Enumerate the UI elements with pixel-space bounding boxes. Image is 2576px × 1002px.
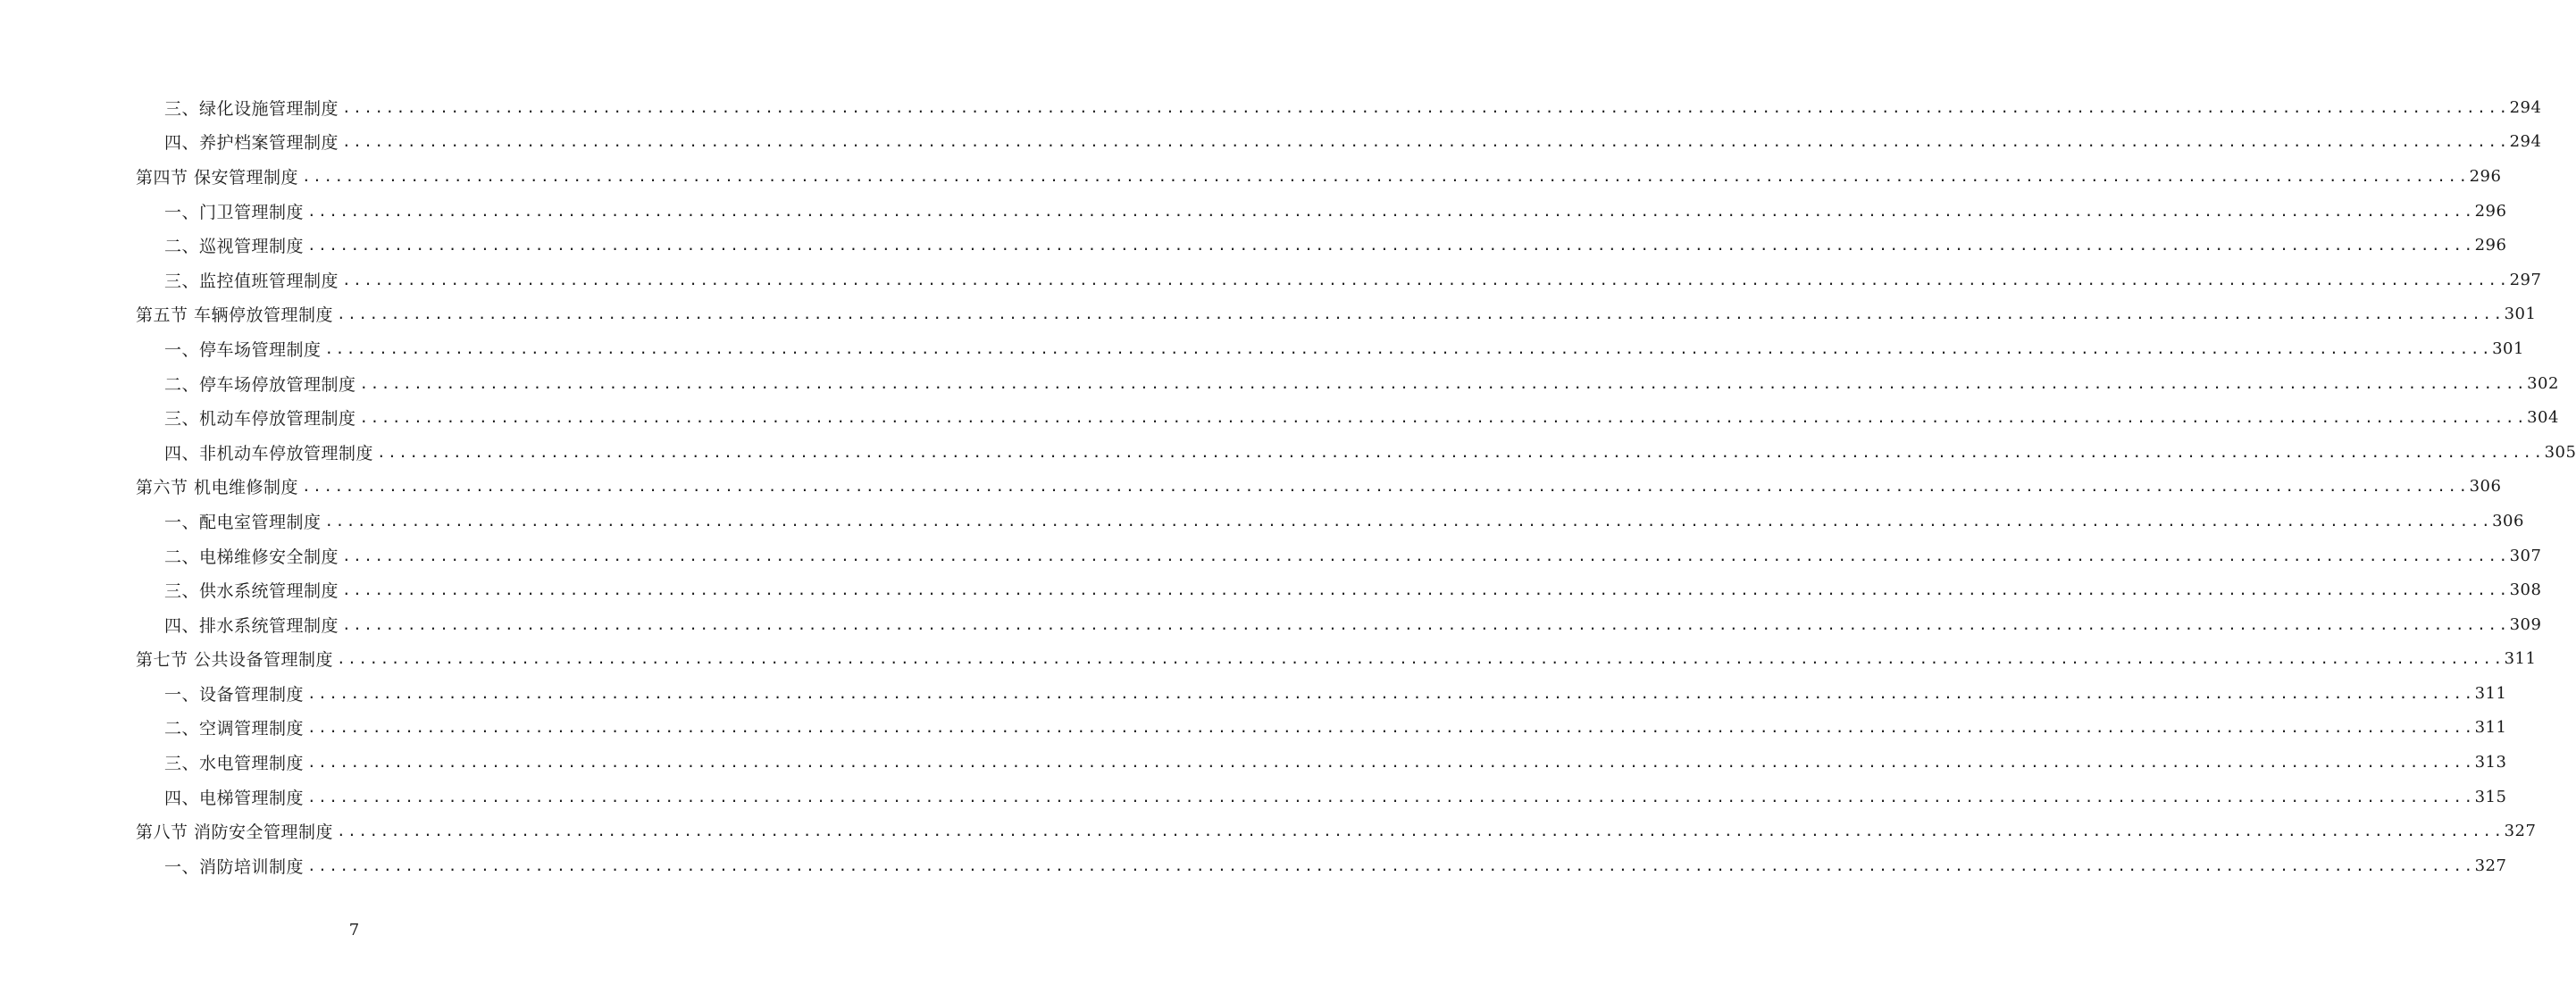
toc-entry-page: 308 — [2509, 580, 2542, 600]
toc-entry-page: 294 — [2509, 132, 2542, 152]
toc-entry-page: 305 — [2544, 442, 2576, 462]
toc-entry-page: 306 — [2492, 511, 2524, 530]
toc-entry-page: 296 — [2474, 236, 2507, 255]
toc-subsection-entry[interactable] — [0, 676, 2507, 711]
toc-subsection-entry[interactable] — [0, 539, 2542, 573]
toc-entry-title: 二、停车场停放管理制度 — [164, 374, 356, 395]
toc-dot-leader: ........................................................................................................................................................................................................ — [307, 719, 2475, 737]
toc-section-entry[interactable] — [0, 642, 2537, 677]
toc-subsection-entry[interactable] — [0, 400, 2559, 435]
toc-entry-title: 三、监控值班管理制度 — [164, 271, 339, 291]
toc-dot-leader: ........................................................................................................................................................................................................ — [342, 547, 2510, 564]
toc-dot-leader: ........................................................................................................................................................................................................ — [359, 374, 2528, 392]
toc-entry-page: 311 — [2474, 718, 2507, 738]
toc-entry-title: 三、水电管理制度 — [164, 754, 305, 774]
toc-entry-page: 315 — [2474, 787, 2507, 806]
toc-subsection-entry[interactable] — [0, 435, 2576, 470]
toc-entry-title: 第八节 消防安全管理制度 — [136, 822, 334, 843]
toc-dot-leader: ........................................................................................................................................................................................................ — [302, 478, 2470, 496]
toc-dot-leader: ........................................................................................................................................................................................................ — [337, 650, 2505, 668]
toc-dot-leader: ........................................................................................................................................................................................................ — [377, 443, 2545, 461]
toc-entry-title: 三、供水系统管理制度 — [164, 581, 339, 602]
toc-entry-page: 304 — [2527, 408, 2559, 428]
table-of-contents — [0, 90, 2576, 883]
toc-subsection-entry[interactable] — [0, 607, 2542, 642]
toc-subsection-entry[interactable] — [0, 572, 2542, 607]
toc-entry-page: 301 — [2504, 305, 2537, 324]
toc-entry-page: 296 — [2469, 166, 2502, 186]
toc-entry-page: 327 — [2474, 856, 2507, 875]
toc-dot-leader: ........................................................................................................................................................................................................ — [337, 305, 2505, 323]
toc-section-entry[interactable] — [0, 814, 2537, 848]
toc-entry-page: 302 — [2527, 373, 2559, 393]
toc-entry-title: 三、绿化设施管理制度 — [164, 98, 339, 119]
toc-entry-title: 一、消防培训制度 — [164, 856, 305, 877]
toc-dot-leader: ........................................................................................................................................................................................................ — [342, 271, 2510, 288]
toc-section-entry[interactable] — [0, 297, 2537, 332]
toc-entry-title: 第七节 公共设备管理制度 — [136, 650, 334, 671]
toc-entry-title: 二、巡视管理制度 — [164, 237, 305, 257]
toc-dot-leader: ........................................................................................................................................................................................................ — [307, 754, 2475, 772]
toc-entry-title: 四、电梯管理制度 — [164, 788, 305, 808]
toc-dot-leader: ........................................................................................................................................................................................................ — [324, 339, 2493, 357]
toc-entry-title: 第六节 机电维修制度 — [136, 478, 299, 498]
toc-entry-title: 三、机动车停放管理制度 — [164, 409, 356, 430]
toc-entry-page: 327 — [2504, 822, 2537, 841]
toc-dot-leader: ........................................................................................................................................................................................................ — [307, 856, 2475, 874]
toc-dot-leader: ........................................................................................................................................................................................................ — [324, 512, 2493, 530]
toc-dot-leader: ........................................................................................................................................................................................................ — [307, 237, 2475, 255]
toc-subsection-entry[interactable] — [0, 331, 2524, 366]
toc-dot-leader: ........................................................................................................................................................................................................ — [307, 788, 2475, 806]
toc-entry-title: 第五节 车辆停放管理制度 — [136, 305, 334, 326]
toc-subsection-entry[interactable] — [0, 780, 2507, 814]
toc-entry-page: 294 — [2509, 97, 2542, 117]
toc-subsection-entry[interactable] — [0, 848, 2507, 883]
toc-dot-leader: ........................................................................................................................................................................................................ — [337, 822, 2505, 840]
toc-entry-page: 313 — [2474, 753, 2507, 772]
toc-subsection-entry[interactable] — [0, 366, 2559, 401]
toc-entry-page: 309 — [2509, 614, 2542, 634]
toc-subsection-entry[interactable] — [0, 228, 2507, 263]
toc-subsection-entry[interactable] — [0, 125, 2542, 160]
toc-dot-leader: ........................................................................................................................................................................................................ — [342, 615, 2510, 633]
toc-subsection-entry[interactable] — [0, 711, 2507, 746]
toc-entry-page: 296 — [2474, 201, 2507, 221]
toc-entry-title: 二、空调管理制度 — [164, 719, 305, 739]
toc-entry-title: 第四节 保安管理制度 — [136, 167, 299, 188]
toc-entry-title: 二、电梯维修安全制度 — [164, 547, 339, 567]
toc-entry-title: 四、非机动车停放管理制度 — [164, 443, 374, 463]
toc-entry-page: 306 — [2469, 477, 2502, 497]
toc-entry-page: 311 — [2504, 649, 2537, 669]
toc-entry-page: 311 — [2474, 683, 2507, 703]
toc-subsection-entry[interactable] — [0, 90, 2542, 125]
toc-dot-leader: ........................................................................................................................................................................................................ — [342, 133, 2510, 151]
toc-dot-leader: ........................................................................................................................................................................................................ — [302, 167, 2470, 185]
toc-dot-leader: ........................................................................................................................................................................................................ — [342, 581, 2510, 599]
toc-dot-leader: ........................................................................................................................................................................................................ — [307, 202, 2475, 220]
toc-dot-leader: ........................................................................................................................................................................................................ — [307, 684, 2475, 702]
toc-entry-page: 301 — [2492, 338, 2524, 358]
toc-dot-leader: ........................................................................................................................................................................................................ — [342, 98, 2510, 116]
toc-entry-title: 一、停车场管理制度 — [164, 339, 322, 360]
toc-entry-title: 一、配电室管理制度 — [164, 512, 322, 532]
toc-entry-title: 一、门卫管理制度 — [164, 202, 305, 222]
toc-subsection-entry[interactable] — [0, 194, 2507, 229]
toc-subsection-entry[interactable] — [0, 263, 2542, 297]
toc-entry-title: 四、排水系统管理制度 — [164, 615, 339, 636]
toc-entry-title: 四、养护档案管理制度 — [164, 133, 339, 154]
toc-dot-leader: ........................................................................................................................................................................................................ — [359, 409, 2528, 427]
toc-section-entry[interactable] — [0, 470, 2502, 505]
page-number: 7 — [348, 921, 360, 939]
toc-subsection-entry[interactable] — [0, 504, 2524, 539]
toc-subsection-entry[interactable] — [0, 745, 2507, 780]
toc-section-entry[interactable] — [0, 159, 2502, 194]
toc-entry-page: 307 — [2509, 546, 2542, 565]
toc-entry-page: 297 — [2509, 270, 2542, 289]
toc-entry-title: 一、设备管理制度 — [164, 684, 305, 705]
